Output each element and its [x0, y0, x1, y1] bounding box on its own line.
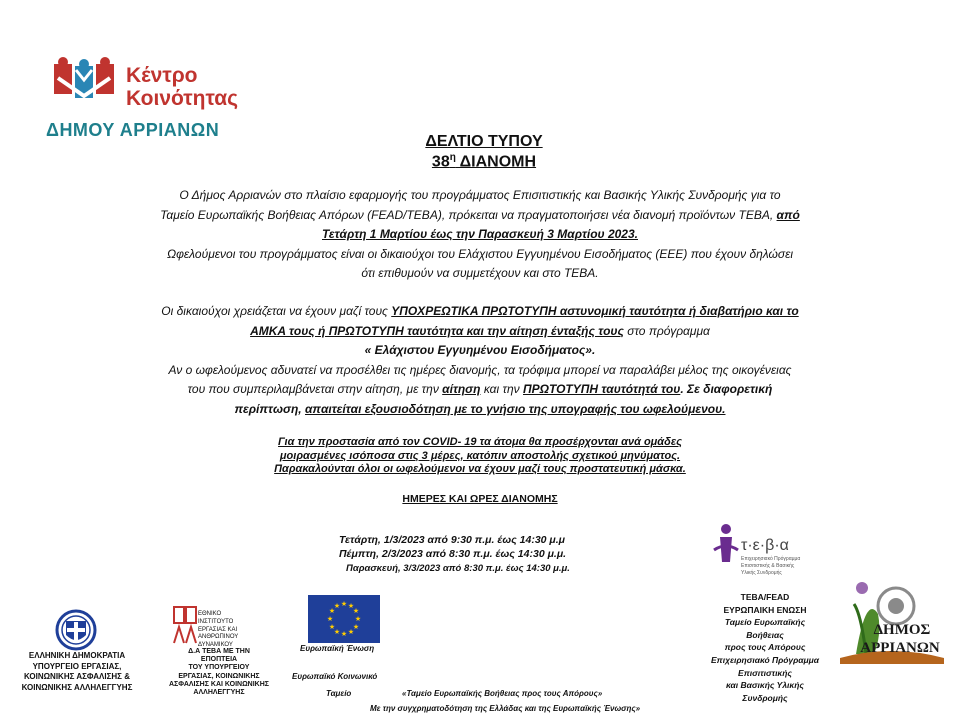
kentro-logo-text: [126, 64, 238, 110]
svg-text:★: ★: [326, 615, 334, 623]
teba-figure-icon: [711, 520, 821, 580]
eu-flag-icon: [308, 595, 380, 643]
days-and-hours-heading: ΗΜΕΡΕΣ ΚΑΙ ΩΡΕΣ ΔΙΑΝΟΜΗΣ: [402, 493, 558, 505]
svg-text:★: ★: [328, 607, 336, 615]
municipality-label: ΔΗΜΟΥ ΑΡΡΙΑΝΩΝ: [46, 120, 220, 140]
covid-line-3: Παρακαλούνται όλοι οι ωφελούμενοι να έχουν μαζί τους προστατευτική μάσκα.: [274, 463, 686, 475]
schedule-friday: Παρασκευή, 3/3/2023 από 8:30 π.μ. έως 14:30 μ.μ.: [346, 563, 570, 574]
eiead-label: [168, 648, 270, 697]
arrianon-emblem-icon: [836, 574, 946, 666]
intro-line-5: ότι επιθυμούν να συμμετέχουν και στο ΤΕΒΑ.: [361, 266, 599, 280]
eiead-name-line: ΑΝΘΡΩΠΙΝΟΥ: [198, 634, 239, 641]
kentro-koinotitas-logo: [52, 56, 252, 110]
arrianon-line-2: ΑΡΡΙΑΝΩΝ: [860, 640, 940, 656]
teba-line: Ταμείο Ευρωπαϊκής: [724, 617, 806, 628]
intro-dates: Τετάρτη 1 Μαρτίου έως την Παρασκευή 3 Μαρτίου 2023.: [322, 227, 638, 241]
ministry-line: ΥΠΟΥΡΓΕΙΟ ΕΡΓΑΣΙΑΣ,: [32, 661, 122, 671]
eiead-line: ΕΡΓΑΣΙΑΣ, ΚΟΙΝΩΝΙΚΗΣ: [178, 672, 260, 680]
eiead-line: ΑΣΦΑΛΙΣΗΣ ΚΑΙ ΚΟΙΝΩΝΙΚΗΣ: [169, 680, 269, 688]
eiead-line: ΕΠΟΠΤΕΙΑ: [200, 656, 238, 664]
svg-text:★: ★: [352, 623, 360, 631]
teba-tagline-1: Επιχειρησιακό Πρόγραμμα: [741, 556, 801, 562]
eu-union-label: Ευρωπαϊκή Ένωση: [300, 644, 375, 653]
req-line-6: περίπτωση, απαιτείται εξουσιοδότηση με το γνήσιο της υπογραφής του ωφελούμενου.: [234, 401, 726, 416]
intro-line-1: Ο Δήμος Αρριανών στο πλαίσιο εφαρμογής του προγράμματος Επισιτιστικής και Βασικής Υλικής Συνδρομής για το: [179, 188, 781, 202]
cofinancing-note: Με την συγχρηματοδότηση της Ελλάδας και της Ευρωπαϊκής Ένωσης»: [370, 704, 641, 713]
teba-line: Επισιτιστικής: [738, 667, 792, 678]
covid-line-2: μοιρασμένες ισόποσα στις 3 μέρες, κατόπιν αποστολής σχετικού μηνύματος.: [279, 449, 681, 462]
teba-line: Συνδρομής: [742, 692, 788, 703]
ministry-line: ΚΟΙΝΩΝΙΚΗΣ ΑΣΦΑΛΙΣΗΣ &: [24, 672, 130, 682]
svg-text:★: ★: [354, 615, 362, 623]
svg-text:★: ★: [347, 628, 355, 636]
community-center-icon: [52, 56, 116, 106]
press-release-title: ΔΕΛΤΙΟ ΤΥΠΟΥ: [425, 133, 543, 150]
teba-logo-text: τ·ε·β·α: [741, 537, 789, 554]
schedule-thursday: Πέμπτη, 2/3/2023 από 8:30 π.μ. έως 14:30 μ.μ.: [339, 548, 567, 560]
svg-text:★: ★: [328, 623, 336, 631]
req-line-5: του που συμπεριλαμβάνεται στην αίτηση, με την αίτηση και την ΠΡΩΤΟΤΥΠΗ ταυτότητά του. Σε διαφορετική: [187, 382, 773, 396]
svg-text:★: ★: [340, 630, 348, 638]
arrianon-line-1: ΔΗΜΟΣ: [873, 622, 931, 638]
eiead-name: [198, 611, 238, 650]
covid-line-1: Για την προστασία από τον COVID- 19 τα άτομα θα προσέρχονται ανά ομάδες: [278, 436, 682, 448]
intro-line-2: Ταμείο Ευρωπαϊκής Βοήθειας Απόρων (FEAD/TEBA), πρόκειται να πραγματοποιήσει νέα διανομή προϊόντων ΤΕΒΑ, από: [160, 207, 800, 222]
teba-info: [690, 591, 840, 704]
teba-line: Επιχειρησιακό Πρόγραμμα: [710, 654, 820, 665]
intro-paragraph: [60, 186, 900, 284]
svg-text:★: ★: [340, 600, 348, 608]
esf-label-1: Ευρωπαϊκό Κοινωνικό: [292, 672, 378, 681]
greek-emblem: [55, 607, 97, 653]
greek-coat-of-arms-icon: [55, 607, 97, 653]
eiead-line: Δ.Α ΤΕΒΑ ΜΕ ΤΗΝ: [188, 648, 250, 655]
covid-notice: [60, 436, 900, 477]
eu-flag: [308, 595, 380, 643]
svg-text:★: ★: [333, 628, 341, 636]
req-line-2: ΑΜΚΑ τους ή ΠΡΩΤΟΤΥΠΗ ταυτότητα και την αίτηση ένταξής τους στο πρόγραμμα: [250, 323, 710, 338]
logo-line-1: Κέντρο: [126, 64, 198, 87]
dimos-arrianon-logo: [836, 574, 946, 666]
teba-line: προς τους Απόρους: [724, 642, 806, 653]
teba-tagline-3: Υλικής Συνδρομής: [741, 570, 782, 576]
ministry-line: ΚΟΙΝΩΝΙΚΗΣ ΑΛΛΗΛΕΓΓΥΗΣ: [21, 682, 133, 692]
eiead-name-line: ΕΡΓΑΣΙΑΣ ΚΑΙ: [198, 626, 238, 633]
ministry-label: [16, 651, 138, 693]
logo-line-2: Κοινότητας: [126, 87, 239, 110]
distribution-number: $38^\eta$ ΔΙΑΝΟΜΗ: [431, 152, 537, 171]
teba-line: ΤΕΒΑ/FEAD: [740, 592, 790, 602]
req-line-3: « Ελάχιστου Εγγυημένου Εισοδήματος».: [364, 343, 596, 357]
intro-line-4: Ωφελούμενοι του προγράμματος είναι οι δικαιούχοι του Ελάχιστου Εγγυημένου Εισοδήματος (ΕΕΕ) που έχουν δηλώσει: [166, 246, 794, 261]
requirements-paragraph: [60, 302, 900, 419]
eiead-name-line: ΕΘΝΙΚΟ: [198, 611, 222, 617]
req-line-4: Αν ο ωφελούμενος αδυνατεί να προσέλθει τις ημέρες διανομής, τα τρόφιμα μπορεί να παραλάβει μέλος της οικογένειας: [168, 362, 792, 377]
schedule-wednesday: Τετάρτη, 1/3/2023 από 9:30 π.μ. έως 14:30 μ.μ: [339, 534, 565, 546]
svg-text:★: ★: [352, 607, 360, 615]
eiead-mark-icon: [172, 605, 198, 645]
teba-line: και Βασικής Υλικής: [726, 680, 804, 691]
fead-note: «Ταμείο Ευρωπαϊκής Βοήθειας προς τους Απόρους»: [402, 689, 603, 698]
teba-line: Βοήθειας: [746, 629, 784, 640]
teba-logo: [711, 520, 821, 580]
teba-line: ΕΥΡΩΠΑΙΚΗ ΕΝΩΣΗ: [723, 604, 807, 615]
svg-text:★: ★: [333, 602, 341, 610]
eiead-name-line: ΙΝΣΤΙΤΟΥΤΟ: [198, 618, 234, 625]
req-line-1: Οι δικαιούχοι χρειάζεται να έχουν μαζί τους ΥΠΟΧΡΕΩΤΙΚΑ ΠΡΩΤΟΤΥΠΗ αστυνομική ταυτότητα ή διαβατήριο και το: [161, 304, 799, 318]
teba-tagline-2: Επισιτιστικής & Βασικής: [741, 563, 795, 569]
esf-label-2: Ταμείο: [326, 689, 352, 698]
eiead-name-line: ΔΥΝΑΜΙΚΟΥ: [198, 642, 233, 649]
eiead-line: ΑΛΛΗΛΕΓΓΥΗΣ: [193, 689, 245, 697]
ministry-line: ΕΛΛΗΝΙΚΗ ΔΗΜΟΚΡΑΤΙΑ: [28, 651, 126, 660]
svg-text:★: ★: [347, 602, 355, 610]
eiead-line: ΤΟΥ ΥΠΟΥΡΓΕΙΟΥ: [188, 664, 250, 672]
